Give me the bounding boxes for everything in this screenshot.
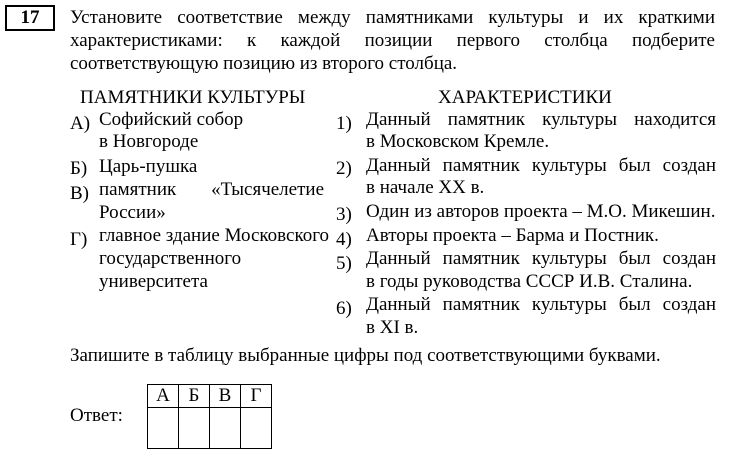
right-item-label: 6) [336,298,352,319]
right-column-header: ХАРАКТЕРИСТИКИ [438,87,612,108]
left-item-text: университета [99,271,208,292]
left-column-header: ПАМЯТНИКИ КУЛЬТУРЫ [80,87,306,108]
right-item-label: 4) [336,229,352,250]
answer-cell[interactable] [210,408,241,449]
right-item-text: в годы руководства СССР И.В. Сталина. [366,271,693,292]
right-item-label: 5) [336,253,352,274]
left-item-label: Г) [70,229,88,250]
answer-column-header: В [210,385,241,408]
left-item-text: в Новгороде [99,131,199,152]
left-item-text: Царь-пушка [99,156,198,177]
right-item-text: в Московском Кремле. [366,131,550,152]
right-item-text: Авторы проекта – Барма и Постник. [366,225,659,246]
right-item-text: Данный памятник культуры находится [366,109,716,130]
task-prompt: Установите соответствие между памятниками культуры и их краткими характеристиками: к каждой позиции первого столбца подберите соответствующую позицию из второго столбца. [70,7,715,74]
answer-table [147,384,272,449]
right-item-label: 3) [336,204,352,225]
left-item-text: России» [99,202,166,223]
answer-cell[interactable] [148,408,179,449]
right-item-text: Один из авторов проекта – М.О. Микешин. [366,201,716,222]
right-item-text: в XI в. [366,317,419,338]
left-item-label: Б) [70,158,88,179]
right-item-label: 1) [336,113,352,134]
left-item-text: Софийский собор [99,109,244,130]
answer-label: Ответ: [70,405,123,426]
left-item-label: А) [70,113,91,134]
task-number: 17 [5,5,55,31]
answer-column-header: А [148,385,179,408]
left-item-label: В) [70,183,89,204]
answer-cell[interactable] [179,408,210,449]
right-item-text: в начале XX в. [366,177,485,198]
left-item-text: памятник «Тысячелетие [99,179,324,200]
right-item-text: Данный памятник культуры был создан [366,248,716,269]
answer-cell[interactable] [241,408,272,449]
answer-column-header: Б [179,385,210,408]
right-item-text: Данный памятник культуры был создан [366,155,716,176]
instruction-text: Запишите в таблицу выбранные цифры под соответствующими буквами. [70,345,661,366]
right-item-text: Данный памятник культуры был создан [366,294,716,315]
left-item-text: государственного [99,248,242,269]
left-item-text: главное здание Московского [99,225,330,246]
right-item-label: 2) [336,158,352,179]
answer-column-header: Г [241,385,272,408]
